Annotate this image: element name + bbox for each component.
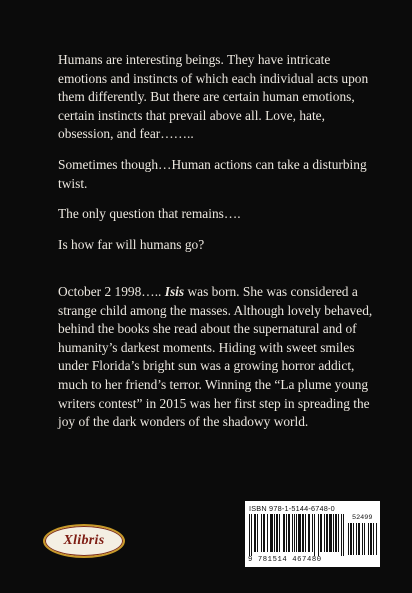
blurb-paragraph-4: Is how far will humans go? [58, 236, 205, 252]
isbn-label: ISBN 978-1-5144-6748-0 [249, 504, 335, 513]
isbn-barcode [245, 501, 380, 567]
blurb-paragraph-1: Humans are interesting beings. They have intricate emotions and instincts of which each individual acts upon them differently. But there are certain human emotions, certain instincts that prevail above all. Love, hate, obsession, and fear…….. [58, 52, 369, 142]
blurb-section [58, 51, 378, 266]
author-name: Isis [164, 284, 185, 299]
price-code: 52499 [352, 514, 373, 522]
ean-barcode-bars [249, 514, 345, 556]
bio-date: October 2 1998….. [58, 284, 162, 299]
author-bio-paragraph [58, 283, 378, 432]
ean-digits: 9 781514 467480 [248, 556, 322, 564]
addon-barcode-bars [348, 523, 378, 556]
publisher-logo [43, 524, 125, 558]
bio-text: was born. She was considered a strange child among the masses. Although lovely behaved, behind the books she read about the supernatural and of humanity’s darkest moments. Hiding with sweet smiles under Florida’s bright sun was a growing horror addict, much to her friend’s terror. Winning the “La plume young writers contest” in 2015 was her first step in spreading the joy of the dark wonders of the shadowy world. [58, 284, 373, 430]
publisher-logo-text: Xlibris [63, 533, 105, 548]
blurb-paragraph-2: Sometimes though…Human actions can take a disturbing twist. [58, 156, 367, 191]
author-bio [58, 283, 378, 432]
blurb-paragraph-3: The only question that remains…. [58, 206, 241, 222]
